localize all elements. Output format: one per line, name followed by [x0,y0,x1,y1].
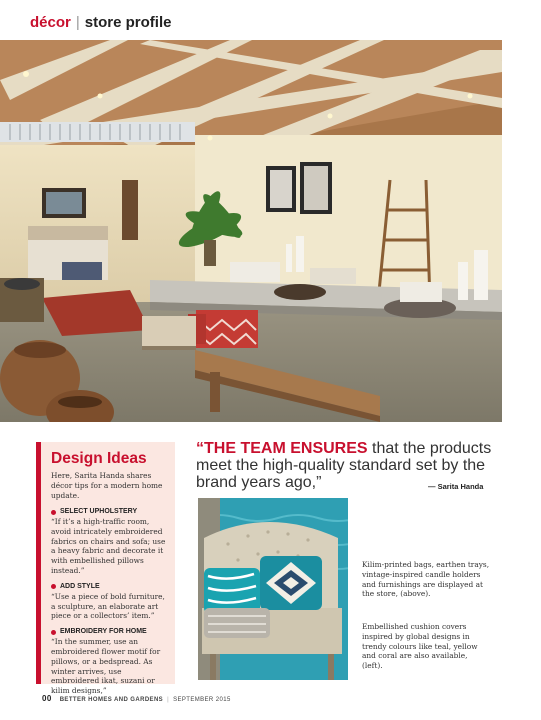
quote-text: that the products meet the high-quality standard set by the brand years ago,” [196,440,492,491]
issue-date: SEPTEMBER 2015 [173,697,231,703]
section-label: décor [30,14,71,31]
tip-heading: ADD STYLE [60,582,100,590]
quote-lead: “THE TEAM ENSURES [196,440,368,457]
caption-left: Embellished cushion covers inspired by global designs in trendy colours like teal, yellow and coral are also available, (left). [362,622,478,671]
caption-above: Kilim-printed bags, earthen trays, vintage-inspired candle holders and furnishings are displayed at the store, (above). [362,560,490,599]
bullet-icon [51,630,56,635]
tip-body: “If it’s a high-traffic room, avoid intricately embroidered fabrics on chairs and sofa; use a heavy fabric and decorate it with embellished pillows instead.” [51,517,166,575]
page-footer [42,694,231,703]
page-number: 00 [42,694,52,703]
tip-heading: EMBROIDERY FOR HOME [60,628,147,636]
tip-item [51,627,167,696]
section-subtitle: store profile [84,14,172,31]
header-separator: | [75,14,80,31]
bullet-icon [51,510,56,515]
store-interior-photo [0,40,502,422]
tip-item [51,582,167,621]
footer-separator: | [167,697,170,703]
tip-heading: SELECT UPHOLSTERY [60,508,138,515]
magazine-name: BETTER HOMES AND GARDENS [59,697,164,703]
cushions-photo [198,498,348,680]
design-ideas-sidebar [36,442,175,696]
tip-body: “In the summer, use an embroidered flower motif for pillows, or a bedspread. As winter arrives, use embroidered ikat, suzani or kilim designs,” [51,637,161,696]
sidebar-title: Design Ideas [51,450,147,467]
tip-item [51,507,167,576]
bullet-icon [51,584,56,589]
quote-attribution: — Sarita Handa [428,482,484,491]
sidebar-intro: Here, Sarita Handa shares décor tips for a modern home update. [51,471,163,500]
tip-body: “Use a piece of bold furniture, a sculpture, an elaborate art piece or a collectors’ item.” [51,591,165,621]
section-header [30,14,171,36]
